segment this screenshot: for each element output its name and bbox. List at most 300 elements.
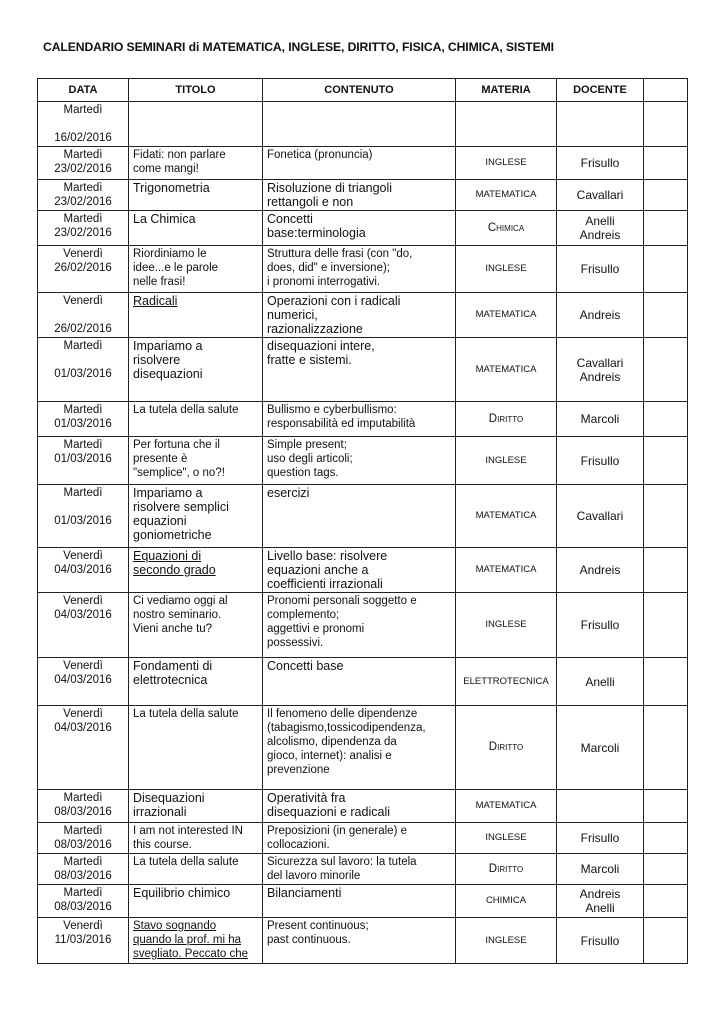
title-line: Impariamo a [133,339,203,353]
cell-contenuto [263,548,456,593]
teacher-line: Andreis [579,369,621,384]
cell-titolo [129,147,263,180]
title-line: nostro seminario. [133,609,222,621]
cell-materia [456,854,557,885]
date-line: 04/03/2016 [54,722,112,734]
cell-docente [557,338,644,402]
cell-materia [456,338,557,402]
cell-extra [644,102,688,147]
header-row [38,79,688,102]
title-line: Per fortuna che il [133,439,220,451]
cell-data [38,593,129,658]
cell-titolo [129,102,263,147]
cell-titolo [129,246,263,293]
title-line: irrazionali [133,805,187,819]
title-line: Equilibrio chimico [133,886,231,900]
cell-extra [644,211,688,246]
date-line: 04/03/2016 [54,564,112,576]
teacher-line: Marcoli [580,412,620,426]
content-line: disequazioni e radicali [267,805,390,819]
title-line: Fondamenti di [133,659,213,673]
date-line: 01/03/2016 [54,418,112,430]
content-line: Operazioni con i radicali [267,294,401,308]
content-line: Struttura delle frasi (con "do, [267,248,413,260]
header-materia: MATERIA [456,79,557,102]
content-line: Sicurezza sul lavoro: la tutela [267,856,417,868]
cell-extra [644,338,688,402]
content-line: (tabagismo,tossicodipendenza, [267,722,426,734]
teacher-line: Frisullo [580,262,620,276]
title-line: Trigonometria [133,181,210,195]
cell-data [38,338,129,402]
cell-titolo [129,918,263,964]
cell-materia [456,293,557,338]
content-line: numerici, [267,308,318,322]
table-row [38,402,688,437]
date-line: Martedì [63,404,103,416]
table-row [38,918,688,964]
title-line: risolvere [133,353,181,367]
title-line: I am not interested IN [133,825,243,837]
title-line: come mangi! [133,163,199,175]
content-line: Concetti base [267,659,344,673]
content-line: del lavoro minorile [267,870,361,882]
teacher-line: Anelli [585,901,615,915]
cell-contenuto [263,885,456,918]
cell-contenuto [263,918,456,964]
table-row [38,211,688,246]
content-line: alcolismo, dipendenza da [267,736,397,748]
cell-docente [557,823,644,854]
table-row [38,790,688,823]
subject-label: MATEMATICA [475,363,537,375]
seminar-table [37,78,688,964]
cell-titolo [129,338,263,402]
subject-label: Diritto [488,412,524,425]
content-line: Il fenomeno delle dipendenze [267,708,418,720]
date-line: 08/03/2016 [54,839,112,851]
date-line: 01/03/2016 [54,453,112,465]
title-line: svegliato. Peccato che [133,948,249,960]
header-data: DATA [38,79,129,102]
subject-label: Diritto [488,741,524,753]
cell-docente [557,854,644,885]
date-line: Martedì [63,213,103,225]
cell-docente [557,211,644,246]
date-line: 08/03/2016 [54,870,112,882]
content-line: esercizi [267,486,310,500]
content-line: prevenzione [267,764,330,776]
date-line: Martedì [63,340,103,352]
cell-titolo [129,790,263,823]
table-row [38,246,688,293]
date-line: 04/03/2016 [54,609,112,621]
cell-data [38,147,129,180]
title-line: risolvere semplici [133,500,229,514]
cell-data [38,293,129,338]
date-line: Venerdì [63,595,103,607]
cell-extra [644,548,688,593]
content-line: Concetti [267,212,313,226]
teacher-line: Andreis [579,228,621,242]
cell-extra [644,147,688,180]
cell-materia [456,147,557,180]
teacher-line: Frisullo [580,831,620,845]
date-line: Martedì [63,149,103,161]
date-line: Venerdì [63,550,103,562]
title-line: this course. [133,839,192,851]
title-line: Stavo sognando [133,920,217,932]
cell-contenuto [263,180,456,211]
date-line: Martedì [63,792,103,804]
date-line [42,117,124,131]
cell-data [38,918,129,964]
cell-extra [644,823,688,854]
teacher-line: Marcoli [580,740,620,755]
cell-contenuto [263,147,456,180]
cell-data [38,823,129,854]
subject-label: Diritto [488,862,524,875]
content-line: Risoluzione di triangoli [267,181,393,195]
cell-docente [557,658,644,706]
cell-docente [557,437,644,485]
subject-label: INGLESE [485,832,527,843]
table-row [38,593,688,658]
subject-label: Chimica [487,221,525,234]
cell-contenuto [263,293,456,338]
cell-titolo [129,854,263,885]
date-line: 16/02/2016 [54,132,112,144]
table-body [38,102,688,964]
cell-data [38,548,129,593]
content-line: Bilanciamenti [267,886,342,900]
date-line: Martedì [63,856,103,868]
content-line: Preposizioni (in generale) e [267,825,407,837]
cell-titolo [129,823,263,854]
cell-contenuto [263,437,456,485]
cell-data [38,437,129,485]
table-row [38,338,688,402]
cell-contenuto [263,338,456,402]
page-title: CALENDARIO SEMINARI di MATEMATICA, INGLESE, DIRITTO, FISICA, CHIMICA, SISTEMI [43,40,554,54]
cell-contenuto [263,402,456,437]
date-line: Martedì [63,825,103,837]
content-line: Operatività fra [267,791,346,805]
content-line: equazioni anche a [267,563,369,577]
cell-extra [644,180,688,211]
content-line: responsabilità ed imputabilità [267,418,416,430]
date-line: 11/03/2016 [54,934,112,946]
title-line: La tutela della salute [133,856,239,868]
content-line: past continuous. [267,934,351,946]
date-line: Venerdì [63,708,103,720]
subject-label: INGLESE [485,619,527,630]
cell-titolo [129,211,263,246]
title-line: La Chimica [133,212,196,226]
date-line: 08/03/2016 [54,901,112,913]
date-line: 23/02/2016 [54,227,112,239]
cell-materia [456,402,557,437]
cell-contenuto [263,102,456,147]
cell-docente [557,706,644,790]
cell-materia [456,918,557,964]
header-extra [644,79,688,102]
content-line: uso degli articoli; [267,453,353,465]
cell-docente [557,102,644,147]
date-line: Martedì [63,487,103,499]
cell-extra [644,246,688,293]
cell-materia [456,211,557,246]
title-line: secondo grado [133,563,216,577]
cell-extra [644,658,688,706]
cell-extra [644,918,688,964]
teacher-line: Frisullo [580,453,620,468]
cell-materia [456,593,557,658]
title-line: La tutela della salute [133,404,239,416]
subject-label: MATEMATICA [475,564,537,575]
cell-docente [557,293,644,338]
cell-extra [644,485,688,548]
cell-data [38,180,129,211]
table-row [38,485,688,548]
content-line: Livello base: risolvere [267,549,388,563]
content-line: razionalizzazione [267,322,363,336]
date-line: Venerdì [63,920,103,932]
cell-materia [456,706,557,790]
title-line: elettrotecnica [133,673,208,687]
cell-data [38,658,129,706]
cell-docente [557,485,644,548]
cell-materia [456,548,557,593]
table-row [38,706,688,790]
title-line: idee...e le parole [133,262,219,274]
date-line: 23/02/2016 [54,163,112,175]
date-line: Martedì [63,887,103,899]
teacher-line: Marcoli [580,862,620,876]
cell-extra [644,790,688,823]
date-line: Martedì [63,439,103,451]
subject-label: MATEMATICA [475,309,537,320]
content-line: collocazioni. [267,839,330,851]
cell-contenuto [263,246,456,293]
table-row [38,147,688,180]
cell-docente [557,147,644,180]
content-line: Fonetica (pronuncia) [267,149,373,161]
teacher-line: Frisullo [580,156,620,170]
date-line [42,353,124,367]
table-row [38,885,688,918]
title-line: Vieni anche tu? [133,623,213,635]
cell-titolo [129,293,263,338]
table-row [38,293,688,338]
content-line: Bullismo e cyberbullismo: [267,404,397,416]
cell-titolo [129,593,263,658]
teacher-line: Cavallari [576,509,624,523]
subject-label: INGLESE [485,934,527,946]
cell-titolo [129,548,263,593]
title-line: nelle frasi! [133,276,186,288]
content-line: fratte e sistemi. [267,353,352,367]
date-line: 26/02/2016 [54,323,112,335]
title-line: "semplice", o no?! [133,467,225,479]
date-line: 04/03/2016 [54,674,112,686]
cell-materia [456,180,557,211]
table-row [38,548,688,593]
cell-data [38,854,129,885]
subject-label: INGLESE [485,263,527,274]
cell-docente [557,885,644,918]
content-line: Present continuous; [267,920,369,932]
cell-contenuto [263,706,456,790]
content-line: Pronomi personali soggetto e [267,595,417,607]
title-line: Equazioni di [133,549,202,563]
teacher-line: Anelli [585,674,615,689]
cell-docente [557,402,644,437]
teacher-line: Cavallari [576,188,624,202]
content-line: coefficienti irrazionali [267,577,383,591]
teacher-line: Anelli [585,214,615,228]
date-line: Martedì [63,182,103,194]
table-row [38,823,688,854]
cell-materia [456,885,557,918]
teacher-line: Andreis [579,308,621,322]
title-line: Impariamo a [133,486,203,500]
cell-materia [456,102,557,147]
date-line: 26/02/2016 [54,262,112,274]
table-row [38,180,688,211]
cell-docente [557,593,644,658]
title-line: disequazioni [133,367,203,381]
subject-label: INGLESE [485,454,527,466]
cell-contenuto [263,854,456,885]
date-line: 23/02/2016 [54,196,112,208]
table-row [38,854,688,885]
cell-titolo [129,485,263,548]
cell-contenuto [263,485,456,548]
teacher-line: Frisullo [580,933,620,948]
cell-titolo [129,658,263,706]
cell-extra [644,402,688,437]
cell-extra [644,593,688,658]
cell-contenuto [263,593,456,658]
date-line: 01/03/2016 [54,368,112,380]
content-line: disequazioni intere, [267,339,375,353]
content-line: gioco, internet): analisi e [267,750,392,762]
cell-extra [644,706,688,790]
title-line: Ci vediamo oggi al [133,595,228,607]
title-line: quando la prof. mi ha [133,934,242,946]
title-line: Fidati: non parlare [133,149,226,161]
content-line: base:terminologia [267,226,366,240]
date-line: Venerdì [63,248,103,260]
teacher-line: Frisullo [580,618,620,632]
header-titolo: TITOLO [129,79,263,102]
cell-titolo [129,437,263,485]
cell-titolo [129,885,263,918]
content-line: Simple present; [267,439,347,451]
cell-docente [557,246,644,293]
cell-materia [456,437,557,485]
title-line: presente è [133,453,188,465]
content-line: aggettivi e pronomi [267,623,365,635]
subject-label: MATEMATICA [475,510,537,521]
title-line: goniometriche [133,528,212,542]
teacher-line: Andreis [579,563,621,577]
cell-titolo [129,402,263,437]
table-row [38,102,688,147]
cell-docente [557,548,644,593]
cell-data [38,706,129,790]
cell-titolo [129,706,263,790]
subject-label: ELETTROTECNICA [463,675,549,687]
date-line: 08/03/2016 [54,806,112,818]
content-line: question tags. [267,467,339,479]
cell-contenuto [263,823,456,854]
cell-titolo [129,180,263,211]
title-line: Radicali [133,294,178,308]
cell-data [38,790,129,823]
cell-extra [644,885,688,918]
date-line: Venerdì [63,660,103,672]
date-line [42,308,124,322]
cell-extra [644,293,688,338]
subject-label: MATEMATICA [475,800,537,811]
subject-label: INGLESE [485,157,527,168]
cell-docente [557,918,644,964]
date-line [42,500,124,514]
teacher-line: Cavallari [576,355,624,370]
header-contenuto: CONTENUTO [263,79,456,102]
content-line: possessivi. [267,637,324,649]
table-row [38,437,688,485]
teacher-line: Andreis [579,887,621,901]
cell-data [38,246,129,293]
cell-contenuto [263,211,456,246]
date-line: Venerdì [63,295,103,307]
cell-materia [456,823,557,854]
date-line: 01/03/2016 [54,515,112,527]
title-line: Disequazioni [133,791,205,805]
cell-data [38,102,129,147]
title-line: Riordiniamo le [133,248,207,260]
title-line: equazioni [133,514,187,528]
cell-docente [557,790,644,823]
cell-contenuto [263,658,456,706]
cell-data [38,211,129,246]
header-docente: DOCENTE [557,79,644,102]
cell-materia [456,790,557,823]
subject-label: MATEMATICA [475,189,537,200]
cell-materia [456,246,557,293]
date-line: Martedì [63,104,103,116]
table-row [38,658,688,706]
content-line: complemento; [267,609,340,621]
cell-data [38,885,129,918]
title-line: La tutela della salute [133,708,239,720]
cell-materia [456,658,557,706]
cell-data [38,402,129,437]
content-line: rettangoli e non [267,195,354,209]
subject-label: CHIMICA [485,895,527,906]
cell-contenuto [263,790,456,823]
content-line: does, did" e inversione); [267,262,390,274]
cell-docente [557,180,644,211]
cell-data [38,485,129,548]
cell-extra [644,437,688,485]
content-line: i pronomi interrogativi. [267,276,381,288]
cell-extra [644,854,688,885]
cell-materia [456,485,557,548]
